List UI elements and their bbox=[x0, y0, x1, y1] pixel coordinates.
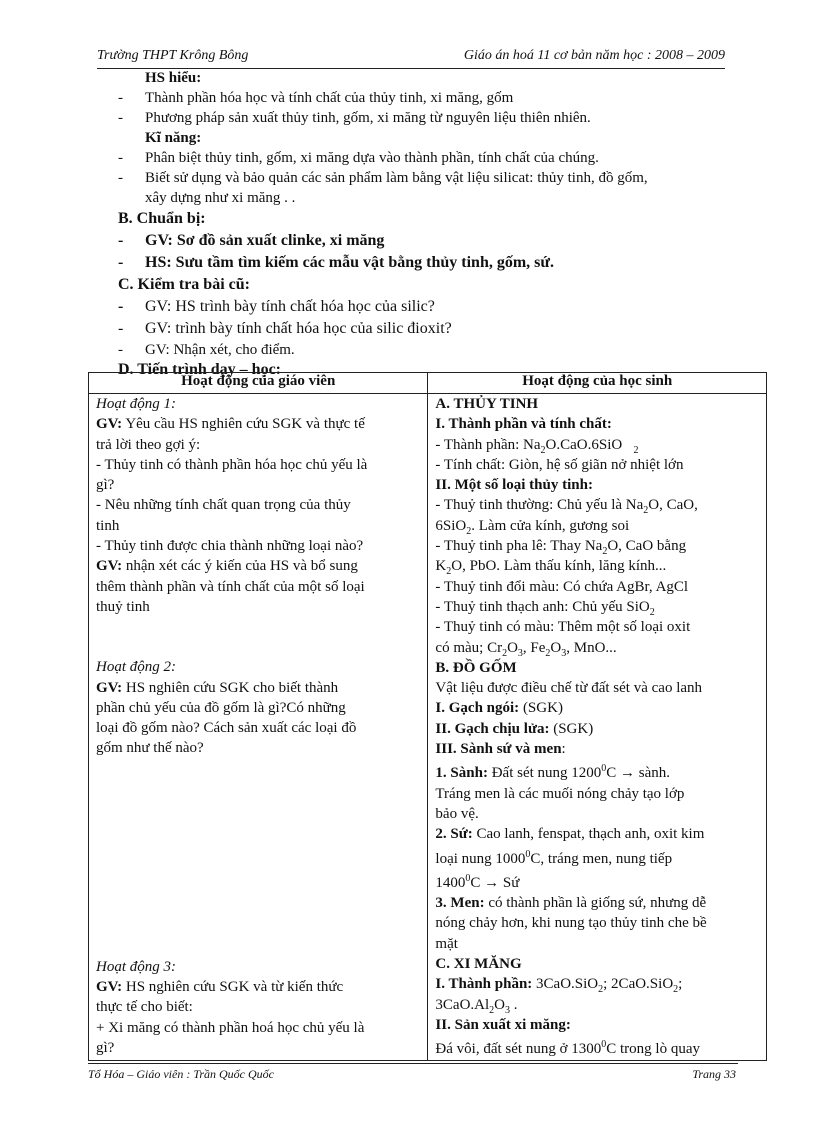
ceramics-desc: Vật liệu được điều chế từ đất sét và cao lanh bbox=[435, 680, 703, 697]
glass-type: - Thuỷ tinh có màu: Thêm một số loại oxit bbox=[435, 619, 691, 636]
hd1-text: thuỷ tinh bbox=[96, 598, 150, 615]
ceramics-item: I. Gạch ngói: (SGK) bbox=[435, 700, 563, 717]
men-line: 3. Men: có thành phần là giống sứ, nhưng dễ bbox=[435, 895, 707, 912]
kiem-tra-item: - GV: trình bày tính chất hóa học của silic đioxit? bbox=[118, 320, 452, 337]
hd2-text: gốm như thế nào? bbox=[96, 740, 204, 757]
kiem-tra-heading: C. Kiểm tra bài cũ: bbox=[118, 276, 250, 293]
sanh-line: bảo vệ. bbox=[435, 805, 479, 822]
cement-composition: $3CaO.Al_2O_3$ . bbox=[435, 996, 518, 1016]
property-line: - Tính chất: Giòn, hệ số giãn nở nhiệt lớn bbox=[435, 456, 684, 473]
hieu-item: - Thành phần hóa học và tính chất của thủy tinh, xi măng, gốm bbox=[118, 90, 514, 106]
activity-table bbox=[88, 372, 767, 1061]
hd1-title: Hoạt động 1: bbox=[96, 396, 176, 412]
ki-nang-item: - Phân biệt thủy tinh, gốm, xi măng dựa vào thành phần, tính chất của chúng. bbox=[118, 150, 599, 166]
hd2-text: phần chủ yếu của đồ gốm là gì?Có những bbox=[96, 699, 346, 716]
col-teacher-header: Hoạt động của giáo viên bbox=[89, 373, 428, 394]
page-number: Trang 33 bbox=[692, 1067, 736, 1081]
men-line: nóng chảy hơn, khi nung tạo thủy tinh che bề bbox=[435, 915, 707, 932]
hd3-title: Hoạt động 3: bbox=[96, 958, 176, 975]
glass-type: - Thuỷ tinh thạch anh: Chủ yếu SiO$_2$ bbox=[435, 598, 655, 618]
prep-hs: - HS: Sưu tầm tìm kiếm các mẫu vật bằng thủy tinh, gốm, sứ. bbox=[118, 254, 555, 271]
sanh-line: Tráng men là các muối nóng chảy tạo lớp bbox=[435, 785, 685, 802]
hd1-text: gì? bbox=[96, 477, 115, 494]
ki-nang-item: - Biết sử dụng và bảo quản các sản phẩm làm bằng vật liệu silicat: thủy tinh, đồ gốm, bbox=[118, 170, 648, 186]
table-header-row bbox=[89, 373, 767, 394]
glass-type: - Thuỷ tinh thường: Chủ yếu là $Na_2O$, CaO, bbox=[435, 497, 698, 517]
kiem-tra-item: - GV: HS trình bày tính chất hóa học của silic? bbox=[118, 298, 435, 315]
student-column bbox=[428, 394, 767, 1061]
header-school: Trường THPT Krông Bông bbox=[97, 48, 249, 63]
chuan-bi-heading: B. Chuẩn bị: bbox=[118, 210, 206, 227]
subsection-heading: I. Thành phần và tính chất: bbox=[435, 416, 612, 433]
glass-type: - Thuỷ tinh đổi màu: Có chứa AgBr, AgCl bbox=[435, 578, 689, 595]
ki-nang-heading: Kĩ năng: bbox=[145, 130, 202, 146]
col-student-header: Hoạt động của học sinh bbox=[428, 373, 767, 394]
glass-type: 6SiO$_2$. Làm cửa kính, gương soi bbox=[435, 517, 630, 537]
glass-type: $K_2O$, PbO. Làm thấu kính, lăng kính... bbox=[435, 558, 667, 578]
hd3-text: GV: HS nghiên cứu SGK và từ kiến thức bbox=[96, 979, 344, 996]
men-line: mặt bbox=[435, 935, 458, 952]
hd1-text: GV: nhận xét các ý kiến của HS và bổ sung bbox=[96, 558, 358, 575]
section-b-title: B. ĐỒ GỐM bbox=[435, 659, 517, 676]
cement-production: Đá vôi, đất sét nung ở 1300$^0$C trong lò quay bbox=[435, 1039, 700, 1058]
page-header bbox=[97, 46, 725, 69]
footer-author: Tổ Hóa – Giáo viên : Trần Quốc Quốc bbox=[88, 1067, 274, 1081]
tien-trinh-heading: D. Tiến trình dạy – học: bbox=[118, 361, 281, 378]
hd3-text: + Xi măng có thành phần hoá học chủ yếu là bbox=[96, 1019, 365, 1036]
glass-type: có màu; $Cr_2O_3$, $Fe_2O_3$, MnO... bbox=[435, 639, 617, 659]
hd1-text: - Thủy tinh có thành phần hóa học chủ yếu là bbox=[96, 456, 368, 473]
hd1-text: GV: Yêu cầu HS nghiên cứu SGK và thực tế bbox=[96, 416, 365, 433]
subsection-heading: II. Sản xuất xi măng: bbox=[435, 1016, 571, 1033]
su-line: loại nung 1000$^0$C, tráng men, nung tiếp bbox=[435, 848, 673, 867]
ki-nang-item-cont: xây dựng như xi măng . . bbox=[145, 190, 296, 206]
cement-composition: I. Thành phần: 3CaO.SiO$_2$; 2CaO.SiO$_2$; bbox=[435, 976, 683, 996]
composition-line: - Thành phần: $Na_2O.CaO.6SiO$ $_2$ bbox=[435, 436, 639, 456]
hs-hieu-heading: HS hiểu: bbox=[145, 70, 202, 86]
kiem-tra-item: - GV: Nhận xét, cho điểm. bbox=[118, 342, 295, 358]
ceramics-item: III. Sành sứ và men: bbox=[435, 741, 566, 758]
page-footer bbox=[88, 1063, 738, 1084]
section-c-title: C. XI MĂNG bbox=[435, 956, 522, 973]
hd1-text: - Thủy tinh được chia thành những loại nào? bbox=[96, 538, 364, 555]
section-a-title: A. THỦY TINH bbox=[435, 396, 539, 412]
hd3-text: thực tế cho biết: bbox=[96, 999, 193, 1016]
ceramics-item: II. Gạch chịu lửa: (SGK) bbox=[435, 720, 594, 737]
prep-gv: - GV: Sơ đồ sản xuất clinke, xi măng bbox=[118, 232, 385, 249]
hd1-text: tinh bbox=[96, 517, 120, 534]
hieu-item: - Phương pháp sản xuất thủy tinh, gốm, xi măng từ nguyên liệu thiên nhiên. bbox=[118, 110, 591, 126]
lesson-intro bbox=[118, 68, 778, 380]
su-line: $1400^0C$ → Sứ bbox=[435, 872, 520, 891]
teacher-column bbox=[89, 394, 428, 1061]
hd3-text: gì? bbox=[96, 1039, 115, 1056]
glass-type: - Thuỷ tinh pha lê: Thay $Na_2O$, CaO bằng bbox=[435, 538, 687, 558]
header-title: Giáo án hoá 11 cơ bản năm học : 2008 – 2009 bbox=[463, 48, 725, 63]
sanh-line: 1. Sành: Đất sét nung $1200^0C$ → sành. bbox=[435, 763, 671, 782]
hd2-title: Hoạt động 2: bbox=[96, 659, 176, 676]
hd2-text: GV: HS nghiên cứu SGK cho biết thành bbox=[96, 679, 339, 696]
hd1-text: thêm thành phần và tính chất của một số loại bbox=[96, 578, 365, 595]
hd1-text: trả lời theo gợi ý: bbox=[96, 436, 201, 453]
hd1-text: - Nêu những tính chất quan trọng của thủy bbox=[96, 497, 351, 514]
subsection-heading: II. Một số loại thủy tinh: bbox=[435, 477, 593, 494]
hd2-text: loại đồ gốm nào? Cách sản xuất các loại đồ bbox=[96, 720, 357, 737]
table-row bbox=[89, 394, 767, 1061]
su-line: 2. Sứ: Cao lanh, fenspat, thạch anh, oxit kim bbox=[435, 826, 705, 843]
